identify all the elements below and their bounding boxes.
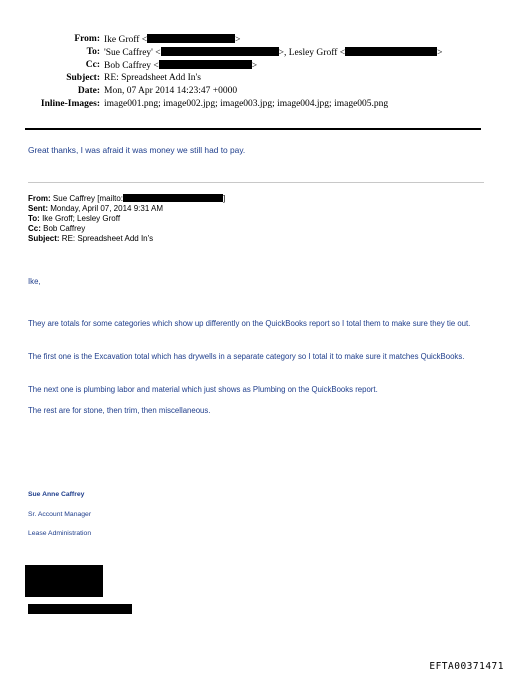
- subject-label: Subject:: [66, 73, 100, 83]
- fwd-subject-row: [28, 234, 225, 244]
- to-label: To:: [86, 47, 100, 57]
- fwd-from-close: ]: [223, 194, 226, 203]
- document-id: EFTA00371471: [429, 661, 504, 672]
- inline-images-label: Inline-Images:: [40, 99, 100, 109]
- header-inline-images-row: [0, 99, 512, 112]
- redaction-bar: [123, 194, 226, 203]
- cc-label: Cc:: [85, 60, 100, 70]
- from-close: >: [235, 35, 241, 45]
- signature-department: Lease Administration: [28, 530, 92, 537]
- quote-divider: [28, 182, 484, 183]
- redaction-bar: [345, 47, 437, 56]
- fwd-to-value: Ike Groff; Lesley Groff: [42, 214, 121, 223]
- greeting: Ike,: [28, 277, 41, 286]
- cc-close: >: [251, 61, 258, 71]
- header-cc-row: [0, 60, 512, 73]
- fwd-to-label: To:: [28, 214, 40, 223]
- from-name: Ike Groff <: [104, 35, 148, 45]
- fwd-from-label: From:: [28, 194, 51, 203]
- redaction-block: [25, 565, 103, 597]
- inline-images-value: image001.png; image002.jpg; image003.jpg; image004.jpg; image005.png: [104, 99, 389, 109]
- fwd-to-row: [28, 214, 225, 224]
- paragraph-1: They are totals for some categories which show up differently on the QuickBooks report so I total them to make sure they tie out.: [28, 319, 471, 328]
- cc-name: Bob Caffrey <: [104, 61, 159, 71]
- subject-value: RE: Spreadsheet Add In's: [104, 73, 201, 83]
- fwd-sent-row: [28, 204, 225, 214]
- redaction-bar: [159, 60, 252, 69]
- redaction-block: [28, 604, 132, 614]
- fwd-sent-label: Sent:: [28, 204, 48, 213]
- reply-text: Great thanks, I was afraid it was money we still had to pay.: [28, 145, 246, 155]
- from-label: From:: [74, 34, 100, 44]
- fwd-sent-value: Monday, April 07, 2014 9:31 AM: [50, 204, 164, 213]
- fwd-subject-value: RE: Spreadsheet Add In's: [61, 234, 154, 243]
- header-divider: [25, 128, 481, 130]
- header-to-row: [0, 47, 512, 60]
- forwarded-header: [28, 194, 225, 244]
- to-mid: >, Lesley Groff <: [278, 48, 346, 58]
- fwd-cc-value: Bob Caffrey: [43, 224, 86, 233]
- paragraph-4: The rest are for stone, then trim, then miscellaneous.: [28, 406, 211, 415]
- date-value: Mon, 07 Apr 2014 14:23:47 +0000: [104, 86, 238, 96]
- redaction-bar: [161, 47, 279, 56]
- date-label: Date:: [77, 86, 100, 96]
- signature-title: Sr. Account Manager: [28, 511, 92, 518]
- to-close: >: [437, 48, 443, 58]
- header-from-row: [0, 34, 512, 47]
- signature-name: Sue Anne Caffrey: [28, 491, 85, 498]
- paragraph-2: The first one is the Excavation total which has drywells in a separate category so I total it to make sure it matches QuickBooks.: [28, 352, 465, 361]
- fwd-cc-row: [28, 224, 225, 234]
- to-name: 'Sue Caffrey' <: [104, 48, 161, 58]
- fwd-from-row: [28, 194, 225, 204]
- fwd-from-value: Sue Caffrey [mailto:: [52, 194, 124, 203]
- header-date-row: [0, 86, 512, 99]
- fwd-cc-label: Cc:: [28, 224, 41, 233]
- paragraph-3: The next one is plumbing labor and material which just shows as Plumbing on the QuickBooks report.: [28, 385, 378, 394]
- fwd-subject-label: Subject:: [28, 234, 60, 243]
- header-subject-row: [0, 73, 512, 86]
- redaction-bar: [147, 34, 235, 43]
